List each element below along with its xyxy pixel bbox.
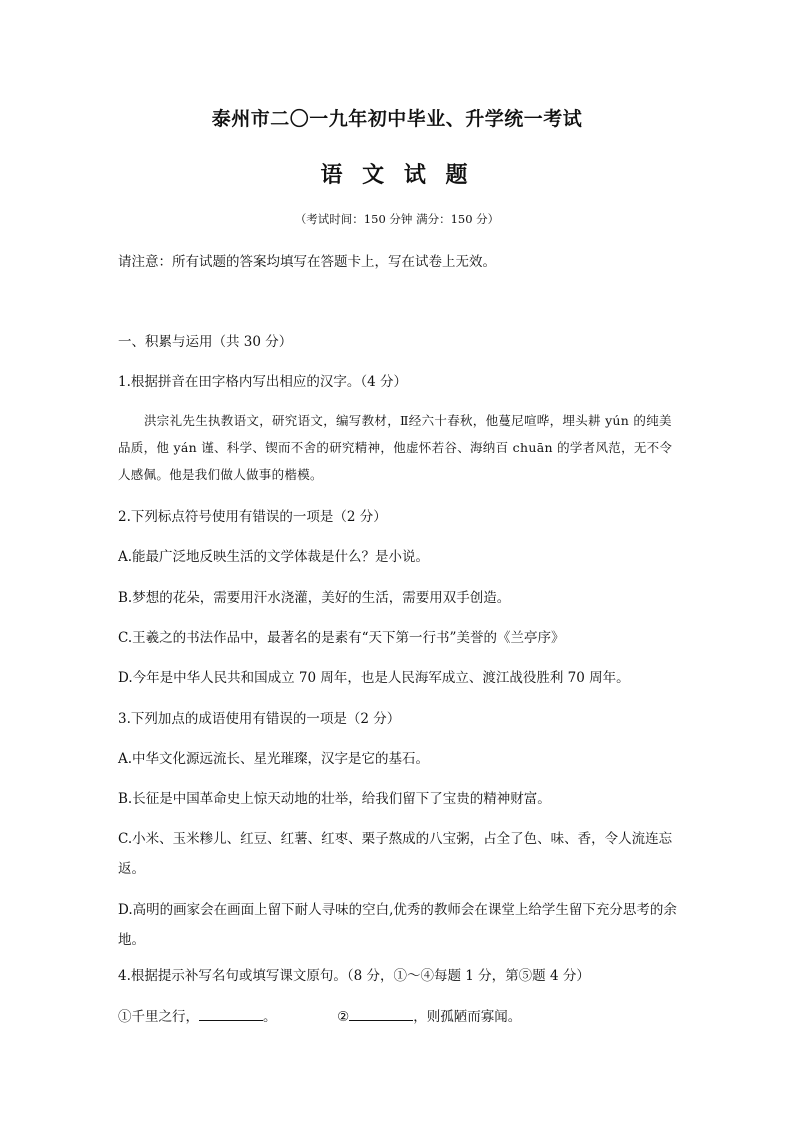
answer-blank[interactable] — [349, 1006, 413, 1021]
question-4-items — [118, 1006, 684, 1027]
notice: 请注意：所有试题的答案均填写在答题卡上，写在试卷上无效。 — [118, 254, 496, 270]
question-3-option-c: C.小米、玉米糁儿、红豆、红薯、红枣、栗子熬成的八宝粥，占全了色、味、香，令人流连忘返。 — [118, 831, 673, 877]
question-2-option-a: A.能最广泛地反映生活的文学体裁是什么？是小说。 — [118, 549, 430, 565]
answer-blank[interactable] — [199, 1006, 263, 1021]
question-1-passage: 洪宗礼先生执教语文，研究语文，编写教材，Ⅱ经六十春秋，他蔓尼喧哗，埋头耕 yún 的纯美品质，他 yán 谨、科学、锲而不舍的研究精神，他虚怀若谷、海纳百 chuān 的学者风范，无不令人感佩。他是我们做人做事的楷模。 — [118, 413, 673, 482]
question-4-item-1-suffix: 。 — [263, 1009, 277, 1025]
question-3-option-a: A.中华文化源远流长、星光璀璨，汉字是它的基石。 — [118, 751, 430, 767]
question-4-item-1-prefix: ①千里之行， — [118, 1009, 199, 1025]
question-2-option-c: C.王羲之的书法作品中，最著名的是素有“天下第一行书”美誉的《兰亭序》 — [118, 630, 565, 646]
question-3-option-d: D.高明的画家会在画面上留下耐人寻味的空白,优秀的教师会在课堂上给学生留下充分思考的余地。 — [118, 902, 677, 948]
question-4-item-2-suffix: ，则孤陋而寡闻。 — [413, 1009, 522, 1025]
section-heading: 一、积累与运用（共 30 分） — [118, 334, 293, 350]
exam-meta: （考试时间：150 分钟 满分：150 分） — [294, 212, 500, 226]
question-3-stem: 3.下列加点的成语使用有错误的一项是（2 分） — [118, 711, 401, 727]
subject-title: 语 文 试 题 — [320, 162, 474, 188]
question-1-stem: 1.根据拼音在田字格内写出相应的汉字。（4 分） — [118, 374, 408, 390]
question-4-item-2-prefix: ② — [337, 1009, 350, 1025]
question-3-option-b: B.长征是中国革命史上惊天动地的壮举，给我们留下了宝贵的精神财富。 — [118, 791, 551, 807]
question-2-option-d: D.今年是中华人民共和国成立 70 周年，也是人民海军成立、渡江战役胜利 70 周年。 — [118, 670, 630, 686]
exam-title: 泰州市二〇一九年初中毕业、升学统一考试 — [211, 108, 583, 130]
question-2-option-b: B.梦想的花朵，需要用汗水浇灌，美好的生活，需要用双手创造。 — [118, 590, 511, 606]
question-2-stem: 2.下列标点符号使用有错误的一项是（2 分） — [118, 509, 387, 525]
question-4-stem: 4.根据提示补写名句或填写课文原句。（8 分，①～④每题 1 分，第⑤题 4 分） — [118, 968, 590, 984]
